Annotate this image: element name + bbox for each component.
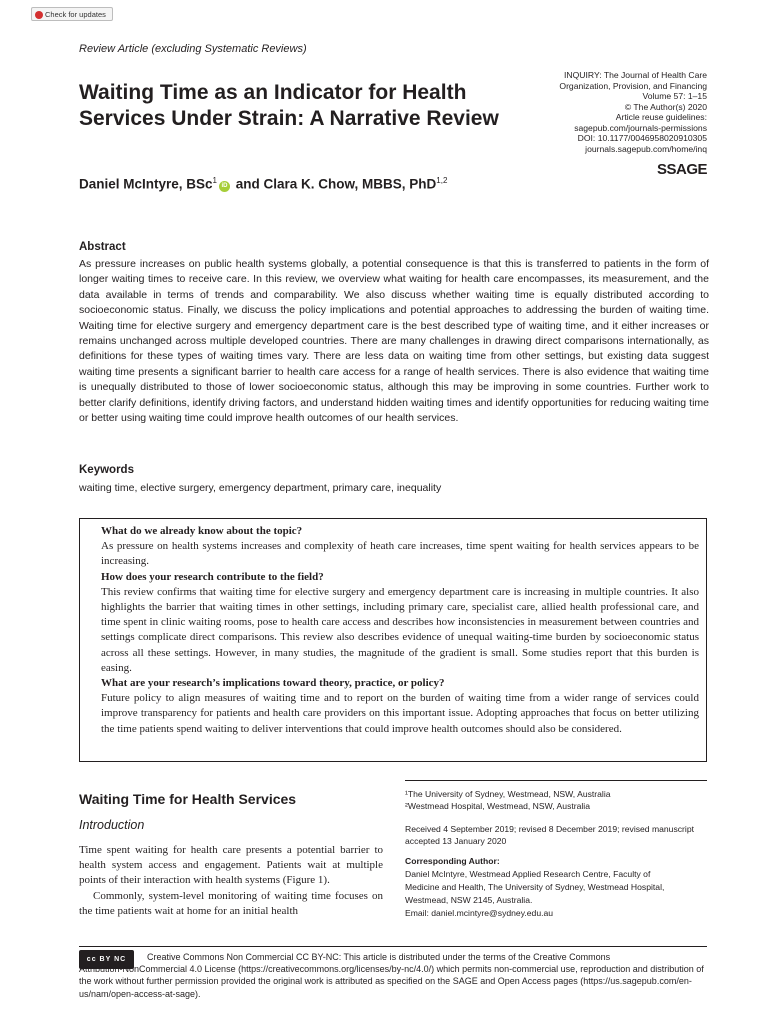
abstract-text: As pressure increases on public health systems globally, a potential consequence is that this is transferred to patients in the form of longer waiting times to receive care. In this review, we overview what waiting for health care encompasses, its measurement, and the data available in terms of trends and comparability. We also discuss whether waiting time is equally distributed according to socioeconomic status. Finally, we discuss the policy implications and potential approaches to addressing the burden of waiting time. Waiting time for elective surgery and emergency department care is the best described type of waiting time, and it either increases or remains unchanged across multiple developed countries. There are many challenges in drawing direct comparisons internationally, as definitions for these types of waiting times vary. There are less data on waiting time from other settings, but existing data suggest waiting time presents a significant barrier to health care access for a range of health services. There is also evidence that waiting time is unequally distributed to those of lower socioeconomic status, although this may be improving in some countries. Further work to better clarify definitions, identify driving factors, and understand hidden waiting times and identify opportunities for reducing waiting time or better using waiting time could improve health outcomes of our health services. — [79, 258, 709, 425]
keywords-text: waiting time, elective surgery, emergency department, primary care, inequality — [79, 482, 442, 494]
article-type: Review Article (excluding Systematic Reviews) — [79, 43, 307, 55]
journal-link-permissions[interactable]: sagepub.com/journals-permissions — [574, 122, 707, 133]
license-line-1: Creative Commons Non Commercial CC BY-NC: This article is distributed under the terms of the Creative Commons — [147, 952, 611, 962]
key-points-content — [101, 524, 699, 737]
journal-line: © The Author(s) 2020 — [624, 101, 707, 112]
sage-logo: SSAGE — [656, 161, 707, 178]
license-text — [79, 951, 707, 1000]
affiliation-1: ¹The University of Sydney, Westmead, NSW, Australia — [405, 789, 611, 799]
journal-line: Organization, Provision, and Financing — [559, 80, 707, 91]
key-question-3: What are your research’s implications toward theory, practice, or policy? — [101, 677, 445, 690]
journal-line: Article reuse guidelines: — [615, 112, 707, 122]
key-question-2: How does your research contribute to the field? — [101, 570, 324, 583]
journal-line: Volume 57: 1–15 — [642, 91, 707, 101]
corresponding-line: Medicine and Health, The University of Sydney, Westmead Hospital, — [405, 882, 665, 892]
journal-link-home[interactable]: journals.sagepub.com/home/inq — [585, 143, 707, 154]
keywords-heading: Keywords — [79, 464, 134, 476]
affiliation-2: ²Westmead Hospital, Westmead, NSW, Australia — [405, 801, 590, 812]
section-heading: Waiting Time for Health Services — [79, 791, 297, 807]
author-2: and Clara K. Chow, MBBS, PhD — [232, 176, 437, 192]
key-answer-3: Future policy to align measures of waiting time and to report on the burden of waiting time from a wider range of services could improve transparency for patients and health care providers on this important issue. Adopting approaches that focus on better utilizing the time patients spend waiting to deliver interventions that could improve health outcomes should also be considered. — [101, 692, 699, 735]
author-1-affil: 1 — [212, 176, 217, 185]
orcid-icon[interactable]: iD — [219, 181, 230, 192]
corresponding-line: Daniel McIntyre, Westmead Applied Research Centre, Faculty of — [405, 869, 651, 879]
affiliations — [405, 788, 710, 813]
key-answer-1: As pressure on health systems increases and complexity of heath care increases, time spent waiting for health services appears to be increasing. — [101, 540, 699, 568]
author-1: Daniel McIntyre, BSc — [79, 176, 213, 192]
paragraph: Time spent waiting for health care presents a potential barrier to health system access and engagement. Patients wait at multiple points of their interaction with health systems (Figure 1). — [79, 844, 383, 887]
key-question-1: What do we already know about the topic? — [101, 525, 303, 537]
abstract-heading: Abstract — [79, 241, 126, 253]
journal-doi[interactable]: DOI: 10.1177/0046958020910305 — [577, 133, 707, 143]
author-2-affil: 1,2 — [436, 176, 448, 185]
body-text — [79, 843, 383, 919]
check-for-updates-label: Check for updates — [45, 10, 106, 19]
check-for-updates-button[interactable] — [31, 7, 113, 21]
corresponding-email[interactable]: Email: daniel.mcintyre@sydney.edu.au — [405, 908, 554, 918]
journal-info — [540, 70, 707, 154]
journal-line: INQUIRY: The Journal of Health Care — [564, 70, 707, 80]
paragraph: Commonly, system-level monitoring of waiting time focuses on the time patients wait at home for an initial health — [79, 889, 383, 917]
corresponding-line: Westmead, NSW 2145, Australia. — [405, 895, 533, 905]
cc-license-icon[interactable]: cc BY NC — [79, 950, 134, 969]
author-list — [79, 176, 447, 192]
key-answer-2: This review confirms that waiting time for elective surgery and emergency department care is increasing in multiple countries. It also highlights the barrier that waiting times in other settings, including primary care, specialist care, allied health professional care, and time spent in clinic waiting rooms, pose to health care access and describes how inconsistencies in measurement between countries and settings complicate direct comparisons. This review also describes evidence of unequal waiting-time burden by socioeconomic status across all these settings. However, in many studies, the magnitude of the gradient is small. Some studies report that this burden is easing. — [101, 585, 699, 674]
license-line-rest: Attribution-NonCommercial 4.0 License (https://creativecommons.org/licenses/by-nc/4.0/) which permits non-commercial use, reproduction and distribution of the work without further permission provided the original work is attributed as specified on the SAGE and Open Access pages (https://us.sagepub.com/en-us/nam/open-access-at-sage). — [79, 964, 704, 999]
update-icon — [35, 11, 43, 19]
corresponding-author — [405, 868, 710, 920]
received-dates: Received 4 September 2019; revised 8 December 2019; revised manuscript accepted 13 January 2020 — [405, 824, 694, 847]
footer-divider — [79, 946, 707, 947]
divider — [405, 780, 707, 781]
subsection-heading: Introduction — [79, 818, 145, 832]
corresponding-author-heading: Corresponding Author: — [405, 856, 500, 866]
article-title: Waiting Time as an Indicator for Health Services Under Strain: A Narrative Review — [79, 81, 499, 130]
